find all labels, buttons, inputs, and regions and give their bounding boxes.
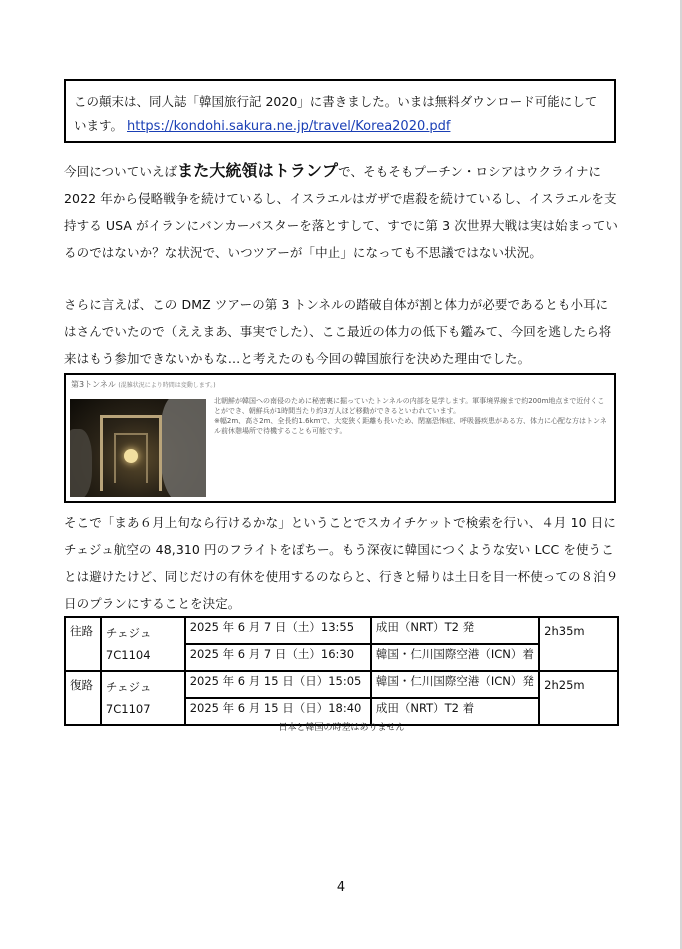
flight-airline-cell: [101, 671, 185, 725]
flight-duration: 2h35m: [539, 617, 618, 671]
tunnel-info-caption: [71, 379, 216, 390]
flight-depart-time: 2025 年 6 月 7 日（土）13:55: [185, 617, 371, 644]
tunnel-info-line-2: ※幅2m、高さ2m、全長約1.6kmで、大変狭く距離も長いため、閉塞恐怖症、呼吸器疾患がある方、体力に心配な方はトンネル前休憩場所で待機することも可能です。: [214, 417, 607, 435]
flight-number: 7C1107: [105, 702, 151, 716]
paragraph-3: そこで「まあ６月上旬なら行けるかな」ということでスカイチケットで検索を行い、４月 10 日にチェジュ航空の 48,310 円のフライトをぽちー。もう深夜に韓国につくような安い LCC を使うことは避けたけど、同じだけの有休を使用するのならと、行きと帰りは土日を目一杯使っての８泊９日のプランにすることを決定。: [64, 515, 619, 611]
korea2020-link[interactable]: https://kondohi.sakura.ne.jp/travel/Korea2020.pdf: [127, 119, 451, 134]
tunnel-info-subtitle: (混雑状況により時間は変動します。): [118, 382, 216, 389]
paragraph-1-emphasis: また大統領はトランプ: [177, 161, 339, 180]
table-row: [65, 671, 618, 698]
flight-arrive-place: 成田（NRT）T2 着: [371, 698, 539, 725]
note-box-text: この顛末は、同人誌「韓国旅行記 2020」に書きました。いまは無料ダウンロード可能にしています。: [74, 94, 598, 133]
time-difference-note: 日本と韓国の時差はありません: [278, 723, 405, 733]
note-box: [64, 79, 616, 143]
paragraph-1-before: 今回についていえば: [64, 164, 178, 179]
paragraph-1: [64, 157, 620, 266]
flight-direction: 往路: [65, 617, 101, 671]
flight-airline: チェジュ: [105, 680, 152, 694]
tunnel-info-title: 第3トンネル: [71, 380, 116, 389]
tunnel-info-screenshot: [64, 373, 616, 503]
tunnel-info-text: [214, 396, 610, 436]
flight-table: [64, 616, 619, 726]
flight-airline-cell: [101, 617, 185, 671]
flight-number: 7C1104: [105, 648, 151, 662]
paragraph-1-after: で、そもそもプーチン・ロシアはウクライナに2022 年から侵略戦争を続けているし、イスラエルはガザで虐殺を続けているし、イスラエルを支持する USA がイランにバンカーバスターを落とすして、すでに第 3 次世界大戦は実は始まっているのではないか？な状況で、いつツアーが「中止」になっても不思議ではない状況。: [64, 164, 619, 260]
flight-direction: 復路: [65, 671, 101, 725]
tunnel-photo: [70, 399, 206, 497]
flight-depart-place: 成田（NRT）T2 発: [371, 617, 539, 644]
flight-arrive-time: 2025 年 6 月 7 日（土）16:30: [185, 644, 371, 671]
page-number: 4: [336, 880, 346, 895]
flight-arrive-time: 2025 年 6 月 15 日（日）18:40: [185, 698, 371, 725]
flight-depart-place: 韓国・仁川国際空港（ICN）発: [371, 671, 539, 698]
flight-airline: チェジュ: [105, 626, 152, 640]
flight-depart-time: 2025 年 6 月 15 日（日）15:05: [185, 671, 371, 698]
tunnel-info-line-1: 北朝鮮が韓国への南侵のために秘密裏に掘っていたトンネルの内部を見学します。軍事境界線まで約200m地点まで近付くことができ、朝鮮兵が1時間当たり約3万人ほど移動ができるといわれています。: [214, 397, 605, 415]
flight-duration: 2h25m: [539, 671, 618, 725]
paragraph-2: さらに言えば、この DMZ ツアーの第 3 トンネルの踏破自体が割と体力が必要であるとも小耳にはさんでいたので（ええまあ、事実でした）、ここ最近の体力の低下も鑑みて、今回を逃したら将来はもう参加できないかもな…と考えたのも今回の韓国旅行を決めた理由でした。: [64, 297, 612, 366]
flight-arrive-place: 韓国・仁川国際空港（ICN）着: [371, 644, 539, 671]
table-row: [65, 617, 618, 644]
